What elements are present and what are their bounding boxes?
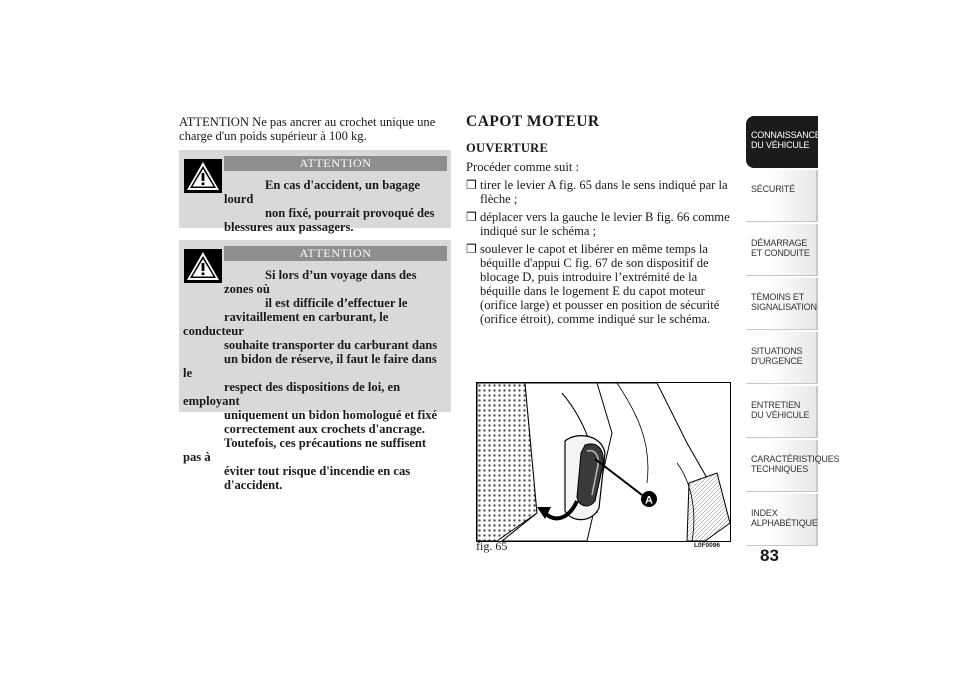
step-item: ❒ soulever le capot et libérer en même temps la béquille d'appui C fig. 67 de son dispositif de blocage D, puis introduire l’extrémité de la béquille dans le logement E du capot moteur (orifice large) et pousser en position de sécurité (orifice étroit), comme indiqué sur le schéma.	[466, 242, 720, 326]
chapter-tabs	[746, 116, 840, 548]
checkbox-bullet-icon: ❒	[466, 178, 477, 192]
checkbox-bullet-icon: ❒	[466, 242, 477, 256]
step-item: ❒ tirer le levier A fig. 65 dans le sens indiqué par la flèche ;	[466, 178, 728, 206]
step-item: ❒ déplacer vers la gauche le levier B fig. 66 comme indiqué sur le schéma ;	[466, 210, 730, 238]
sub-title: OUVERTURE	[466, 141, 549, 155]
tab-index-alphabetique[interactable]: INDEX ALPHABÉTIQUE	[746, 494, 818, 546]
intro-paragraph: ATTENTION Ne pas ancrer au crochet unique une charge d'un poids supérieur à 100 kg.	[179, 115, 436, 143]
tab-entretien-du-vehicule[interactable]: ENTRETIEN DU VÉHICULE	[746, 386, 818, 438]
section-title: CAPOT MOTEUR	[466, 113, 600, 130]
warning-box-fuel	[179, 240, 451, 492]
tab-demarrage-et-conduite[interactable]: DÉMARRAGE ET CONDUITE	[746, 224, 818, 276]
figure-code: L0F0096	[694, 542, 721, 549]
warning-heading: ATTENTION	[224, 246, 447, 261]
hood-lever-illustration	[477, 383, 730, 541]
tab-securite[interactable]: SÉCURITÉ	[746, 170, 818, 222]
warning-heading: ATTENTION	[224, 156, 447, 171]
checkbox-bullet-icon: ❒	[466, 210, 477, 224]
figure-caption: fig. 65	[476, 539, 508, 553]
page-number: 83	[760, 546, 779, 565]
figure-hood-release-lever	[476, 382, 731, 542]
tab-connaissance-du-vehicule[interactable]: CONNAISSANCE DU VÉHICULE	[746, 116, 818, 168]
warning-text: En cas d'accident, un bagage lourd non fixé, pourrait provoqué des blessures aux passagers.	[224, 178, 435, 234]
warning-text: Si lors d’un voyage dans des zones où il est difficile d’effectuer le ravitaillement en carburant, le conducteur souhaite transporter du carburant dans un bidon de réserve, il faut le faire dans le respect des dispositions de loi, en employant uniquement un bidon homologué et fixé correctement aux crochets d'ancrage. Toutefois, ces précautions ne suffisent pas à éviter tout risque d'incendie en cas d'accident.	[183, 268, 438, 492]
procedure-intro: Procéder comme suit :	[466, 160, 579, 174]
tab-caracteristiques-techniques[interactable]: CARACTÉRISTIQUES TECHNIQUES	[746, 440, 818, 492]
procedure-steps	[466, 178, 736, 330]
warning-box-luggage	[179, 150, 451, 234]
tab-situations-durgence[interactable]: SITUATIONS D'URGENCE	[746, 332, 818, 384]
tab-temoins-et-signalisation[interactable]: TÉMOINS ET SIGNALISATION	[746, 278, 818, 330]
callout-a: A	[645, 494, 653, 507]
